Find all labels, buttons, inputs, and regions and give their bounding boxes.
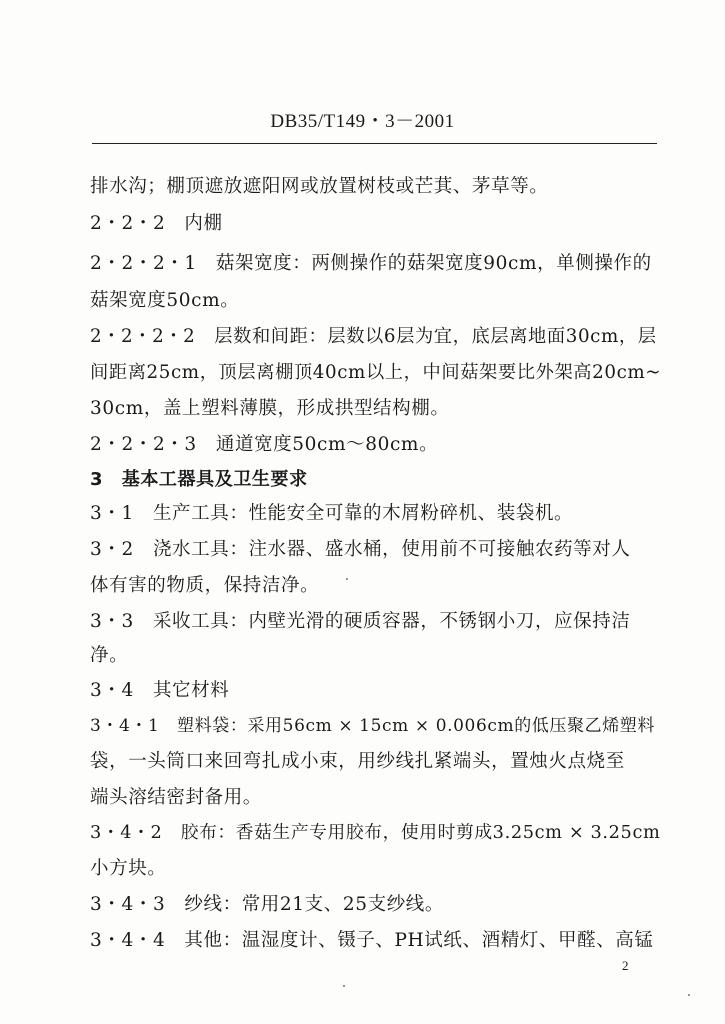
text-line: 3・4・1 塑料袋：采用56cm × 15cm × 0.006cm的低压聚乙烯塑料 bbox=[90, 716, 656, 736]
text-line: 3・1 生产工具：性能安全可靠的木屑粉碎机、装袋机。 bbox=[90, 503, 574, 524]
chapter-heading: 3 基本工器具及卫生要求 bbox=[90, 469, 308, 490]
section-heading: 2・2・2 内棚 bbox=[90, 213, 223, 234]
text-line: 2・2・2・1 菇架宽度：两侧操作的菇架宽度90cm，单侧操作的 bbox=[90, 253, 652, 274]
scan-speck bbox=[688, 994, 690, 996]
text-line: 30cm，盖上塑料薄膜，形成拱型结构棚。 bbox=[90, 398, 450, 419]
text-line: 2・2・2・2 层数和间距：层数以6层为宜，底层离地面30cm，层 bbox=[90, 326, 657, 347]
text-line: 间距离25cm，顶层离棚顶40cm以上，中间菇架要比外架高20cm~ bbox=[90, 362, 662, 383]
scan-speck bbox=[346, 578, 348, 580]
text-line: 菇架宽度50cm。 bbox=[90, 290, 240, 311]
text-line: 3・4・2 胶布：香菇生产专用胶布，使用时剪成3.25cm × 3.25cm bbox=[90, 823, 661, 843]
scan-speck bbox=[343, 985, 345, 987]
section-heading: 3・4 其它材料 bbox=[90, 680, 230, 701]
text-line: 3・4・3 纱线：常用21支、25支纱线。 bbox=[90, 894, 444, 915]
header-rule bbox=[92, 143, 657, 144]
text-line: 净。 bbox=[90, 645, 129, 666]
text-line: 3・4・4 其他：温湿度计、镊子、PH试纸、酒精灯、甲醛、高锰 bbox=[90, 930, 654, 951]
text-line: 体有害的物质，保持洁净。 bbox=[90, 575, 320, 596]
text-line: 端头溶结密封备用。 bbox=[90, 787, 262, 808]
text-line: 2・2・2・3 通道宽度50cm～80cm。 bbox=[90, 434, 439, 455]
document-header: DB35/T149・3－2001 bbox=[270, 111, 455, 132]
text-line: 袋，一头筒口来回弯扎成小束，用纱线扎紧端头，置烛火点烧至 bbox=[90, 751, 625, 772]
text-line: 3・3 采收工具：内壁光滑的硬质容器，不锈钢小刀，应保持洁 bbox=[90, 611, 631, 632]
text-line: 排水沟；棚顶遮放遮阳网或放置树枝或芒萁、茅草等。 bbox=[90, 176, 549, 197]
text-line: 3・2 浇水工具：注水器、盛水桶，使用前不可接触农药等对人 bbox=[90, 539, 631, 560]
page-number: 2 bbox=[622, 958, 629, 973]
text-line: 小方块。 bbox=[90, 858, 167, 879]
